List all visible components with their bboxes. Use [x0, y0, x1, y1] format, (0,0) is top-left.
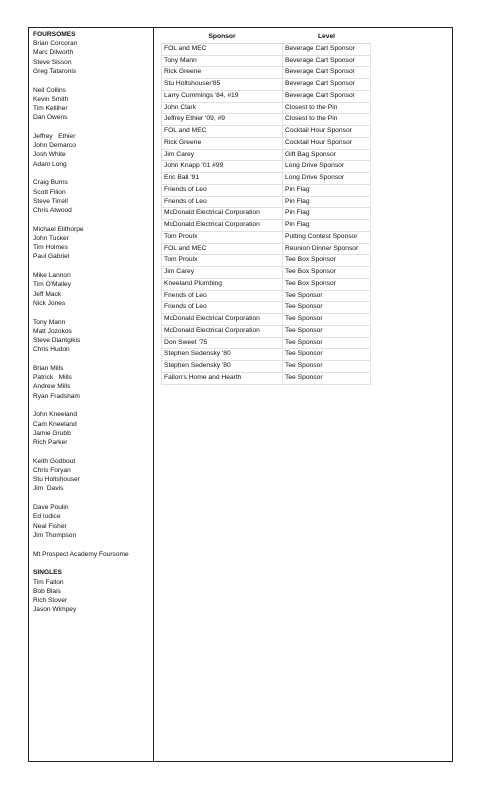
player-name: John Tucker	[33, 235, 69, 243]
group-spacer	[33, 215, 151, 225]
sponsor-cell: Friends of Leo	[162, 196, 283, 208]
player-name: Paul Gabriel	[33, 253, 70, 261]
player-name: Craig Burns	[33, 179, 68, 187]
foursomes-heading: FOURSOMES	[33, 31, 76, 38]
player-name: Mike Lannon	[33, 272, 71, 280]
table-row	[162, 302, 371, 314]
table-row	[162, 231, 371, 243]
player-name: Steve Sisson	[33, 58, 72, 66]
player-name: Stu Holtshouser	[33, 476, 80, 484]
table-row	[162, 314, 371, 326]
player-name: Neil Collins	[33, 86, 66, 94]
level-cell: Long Drive Sponsor	[283, 161, 371, 173]
level-cell: Pin Flag	[283, 220, 371, 232]
sponsor-cell: McDonald Electrical Corporation	[162, 314, 283, 326]
single-player-name: Jason Wimpey	[33, 606, 77, 614]
player-name: Ed Iodice	[33, 513, 61, 521]
sponsor-cell: McDonald Electrical Corporation	[162, 208, 283, 220]
player-name: Mt Prospect Academy Foursome	[33, 550, 129, 558]
sponsor-cell: Tony Mann	[162, 55, 283, 67]
singles-heading: SINGLES	[33, 569, 62, 577]
table-row	[162, 349, 371, 361]
player-name: Jamie Grubb	[33, 429, 71, 437]
level-cell: Tee Sponsor	[283, 290, 371, 302]
group-spacer	[33, 262, 151, 272]
level-cell: Pin Flag	[283, 208, 371, 220]
level-cell: Tee Sponsor	[283, 325, 371, 337]
table-row	[162, 196, 371, 208]
level-cell: Tee Box Sponsor	[283, 278, 371, 290]
sponsor-cell: Fallon's Home and Hearth	[162, 372, 283, 384]
sponsor-cell: John Knapp '01 #99	[162, 161, 283, 173]
level-cell: Tee Sponsor	[283, 337, 371, 349]
sponsor-cell: Jeffrey Ethier '09, #9	[162, 114, 283, 126]
sponsor-cell: Rick Greene	[162, 137, 283, 149]
level-column-header: Level	[283, 32, 371, 43]
single-player-name: Rich Stover	[33, 597, 68, 605]
table-row	[162, 173, 371, 185]
sponsor-cell: FOL and MEC	[162, 43, 283, 55]
level-cell: Pin Flag	[283, 184, 371, 196]
sponsor-cell: McDonald Electrical Corporation	[162, 325, 283, 337]
table-row	[162, 372, 371, 384]
player-name: Michael Elithorpe	[33, 225, 84, 233]
level-cell: Beverage Cart Sponsor	[283, 55, 371, 67]
player-name: Marc Dilworth	[33, 49, 74, 57]
table-row	[162, 126, 371, 138]
roster-column	[33, 30, 151, 614]
level-cell: Pin Flag	[283, 196, 371, 208]
player-name: Steve Tirrell	[33, 197, 68, 205]
group-spacer	[33, 447, 151, 457]
table-row	[162, 220, 371, 232]
table-row	[162, 161, 371, 173]
table-row	[162, 208, 371, 220]
table-row	[162, 79, 371, 91]
sponsor-cell: Eric Ball '91	[162, 173, 283, 185]
sponsor-cell: FOL and MEC	[162, 126, 283, 138]
sponsor-cell: Friends of Leo	[162, 184, 283, 196]
group-spacer	[33, 308, 151, 318]
player-name: Brian Corcoran	[33, 40, 78, 48]
player-name: Josh White	[33, 151, 66, 159]
table-row	[162, 325, 371, 337]
sponsor-cell: McDonald Electrical Corporation	[162, 220, 283, 232]
table-row	[162, 137, 371, 149]
document-frame	[28, 27, 453, 762]
sponsor-cell: Friends of Leo	[162, 302, 283, 314]
player-name: John Kneeland	[33, 411, 77, 419]
group-spacer	[33, 122, 151, 132]
player-name: Patrick Mills	[33, 374, 72, 382]
table-row	[162, 278, 371, 290]
level-cell: Tee Sponsor	[283, 349, 371, 361]
player-name: Brian Mills	[33, 365, 64, 373]
sponsor-cell: Jim Carey	[162, 267, 283, 279]
table-row	[162, 90, 371, 102]
level-cell: Long Drive Sponsor	[283, 173, 371, 185]
sponsor-table	[161, 32, 371, 385]
player-name: Dan Owens	[33, 114, 68, 122]
level-cell: Tee Sponsor	[283, 302, 371, 314]
sponsor-column-header: Sponsor	[162, 32, 283, 43]
player-name: Jim Davis	[33, 485, 64, 493]
player-name: Jeffrey Ethier	[33, 133, 76, 141]
group-spacer	[33, 494, 151, 504]
sponsor-cell: John Clark	[162, 102, 283, 114]
table-row	[162, 255, 371, 267]
level-cell: Closest to the Pin	[283, 114, 371, 126]
table-row	[162, 243, 371, 255]
sponsor-cell: Rick Greene	[162, 67, 283, 79]
player-name: Steve Diantgikis	[33, 337, 81, 345]
player-name: Adam Long	[33, 160, 67, 168]
player-name: Tony Mann	[33, 318, 66, 326]
level-cell: Cocktail Hour Sponsor	[283, 126, 371, 138]
sponsor-cell: Stephen Sedensky '80	[162, 349, 283, 361]
player-name: Neal Fisher	[33, 522, 67, 530]
table-header-row	[162, 32, 371, 43]
level-cell: Cocktail Hour Sponsor	[283, 137, 371, 149]
table-row	[162, 55, 371, 67]
level-cell: Beverage Cart Sponsor	[283, 43, 371, 55]
group-spacer	[33, 401, 151, 411]
table-row	[162, 337, 371, 349]
level-cell: Beverage Cart Sponsor	[283, 79, 371, 91]
single-player-name: Tim Fallon	[33, 578, 64, 586]
level-cell: Tee Box Sponsor	[283, 267, 371, 279]
sponsor-cell: FOL and MEC	[162, 243, 283, 255]
player-name: Tim O'Malley	[33, 281, 72, 289]
table-row	[162, 290, 371, 302]
player-name: Chris Hudon	[33, 346, 70, 354]
sponsor-cell: Friends of Leo	[162, 290, 283, 302]
level-cell: Beverage Cart Sponsor	[283, 67, 371, 79]
player-name: Andrew Mills	[33, 383, 71, 391]
sponsor-cell: Stephen Sedensky '80	[162, 361, 283, 373]
group-spacer	[33, 354, 151, 364]
level-cell: Gift Bag Sponsor	[283, 149, 371, 161]
level-cell: Tee Sponsor	[283, 372, 371, 384]
table-row	[162, 184, 371, 196]
level-cell: Beverage Cart Sponsor	[283, 90, 371, 102]
sponsor-cell: Jim Carey	[162, 149, 283, 161]
player-name: Jeff Mack	[33, 290, 62, 298]
player-name: Kevin Smith	[33, 95, 69, 103]
player-name: Dave Poulin	[33, 504, 69, 512]
sponsor-cell: Tom Proulx	[162, 231, 283, 243]
player-name: Tim Kelliher	[33, 105, 68, 113]
level-cell: Putting Contest Sponsor	[283, 231, 371, 243]
player-name: Chris Atwood	[33, 207, 72, 215]
level-cell: Tee Box Sponsor	[283, 255, 371, 267]
table-row	[162, 102, 371, 114]
sponsor-cell: Larry Cummings '84, #19	[162, 90, 283, 102]
column-divider	[153, 28, 154, 761]
player-name: Keith Godbout	[33, 457, 76, 465]
table-row	[162, 114, 371, 126]
table-row	[162, 149, 371, 161]
player-name: Jim Thompson	[33, 531, 77, 539]
table-row	[162, 361, 371, 373]
single-player-name: Bob Blais	[33, 587, 61, 595]
player-name: John Demarco	[33, 142, 76, 150]
group-spacer	[33, 169, 151, 179]
level-cell: Reunion Dinner Sponsor	[283, 243, 371, 255]
table-row	[162, 67, 371, 79]
sponsor-cell: Tom Proulx	[162, 255, 283, 267]
level-cell: Closest to the Pin	[283, 102, 371, 114]
level-cell: Tee Sponsor	[283, 314, 371, 326]
sponsor-cell: Stu Holtshouser'85	[162, 79, 283, 91]
player-name: Tim Holmes	[33, 244, 68, 252]
sponsor-cell: Don Sweet '75	[162, 337, 283, 349]
player-name: Matt Jozokos	[33, 327, 72, 335]
player-name: Ryan Fradsham	[33, 392, 80, 400]
group-spacer	[33, 76, 151, 86]
player-name: Cam Kneeland	[33, 420, 77, 428]
player-name: Nick Jones	[33, 299, 66, 307]
player-name: Chris Foryan	[33, 467, 71, 475]
group-spacer	[33, 540, 151, 550]
group-spacer	[33, 559, 151, 569]
player-name: Rich Parker	[33, 439, 68, 447]
level-cell: Tee Sponsor	[283, 361, 371, 373]
player-name: Scott Filion	[33, 188, 66, 196]
player-name: Greg Tataronis	[33, 67, 77, 75]
sponsor-cell: Kneeland Plumbing	[162, 278, 283, 290]
table-row	[162, 43, 371, 55]
table-row	[162, 267, 371, 279]
